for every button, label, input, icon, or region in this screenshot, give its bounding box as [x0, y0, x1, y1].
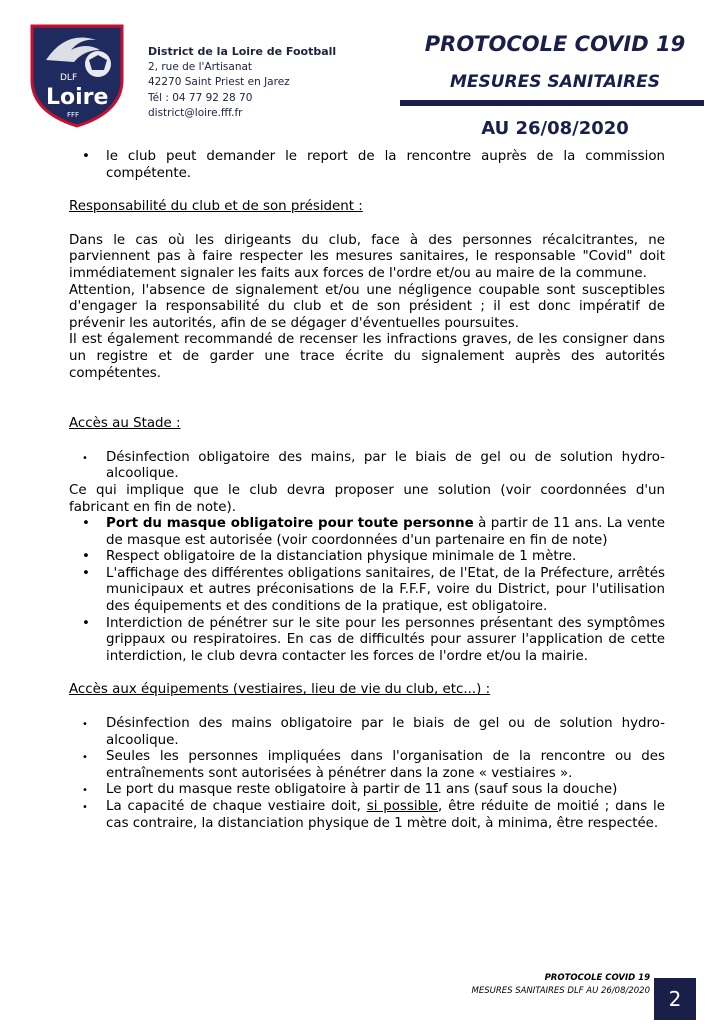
list-item: • Seules les personnes impliquées dans l'organisation de la rencontre ou des entraînements sont autorisées à pénétrer dans la zone « vestiaires ».	[82, 749, 665, 781]
svg-text:DLF: DLF	[60, 73, 78, 83]
footer-subtitle: MESURES SANITAIRES DLF AU 26/08/2020	[471, 986, 650, 996]
list-item: • Respect obligatoire de la distanciation physique minimale de 1 mètre.	[82, 549, 577, 565]
district-address-line2: 42270 Saint Priest en Jarez	[148, 76, 290, 88]
bullet-list	[69, 716, 665, 832]
list-item: • La capacité de chaque vestiaire doit, si possible, être réduite de moitié ; dans le cas contraire, la distanciation physique de 1 mètre doit, à minima, être respectée.	[82, 799, 665, 831]
bullet-list	[69, 450, 665, 483]
bullet-icon: •	[82, 719, 88, 731]
bullet-icon: •	[82, 785, 88, 797]
bullet-icon: •	[82, 149, 90, 164]
bullet-icon: •	[82, 516, 90, 532]
list-item: • Le port du masque reste obligatoire à partir de 11 ans (sauf sous la douche)	[69, 782, 665, 799]
page-number: 2	[654, 978, 696, 1020]
list-item: • Interdiction de pénétrer sur le site pour les personnes présentant des symptômes grippaux ou respiratoires. En cas de difficultés pour assurer l'application de cette interdiction, le club devra contacter les forces de l'ordre et/ou la mairie.	[82, 615, 665, 664]
document-date: AU 26/08/2020	[481, 118, 629, 139]
underlined-text: si possible	[366, 799, 439, 814]
list-item: • Port du masque obligatoire pour toute personne à partir de 11 ans. La vente de masque est autorisée (voir coordonnées d'un partenaire en fin de note)	[82, 516, 666, 548]
section-heading-acces-stade: Accès au Stade :	[69, 416, 181, 432]
section-heading-responsabilite: Responsabilité du club et de son président :	[69, 199, 363, 215]
list-item: • L'affichage des différentes obligations sanitaires, de l'Etat, de la Préfecture, arrêtés municipaux et autres préconisations de la F.F.F, voire du District, pour l'utilisation des équipements et des conditions de la pratique, est obligatoire.	[82, 565, 665, 615]
bullet-list	[69, 149, 665, 182]
bullet-icon: •	[82, 452, 88, 464]
list-item: • le club peut demander le report de la rencontre auprès de la commission compétente.	[82, 149, 665, 181]
paragraph: Il est également recommandé de recenser les infractions graves, de les consigner dans un registre et de garder une trace écrite du signalement auprès des autorités compétentes.	[69, 332, 665, 381]
page-footer	[472, 972, 650, 998]
district-contact	[148, 44, 336, 122]
bullet-list	[69, 516, 665, 665]
svg-text:FFF: FFF	[67, 111, 80, 119]
list-item: • Désinfection obligatoire des mains, par le biais de gel ou de solution hydro-alcoolique.	[82, 449, 665, 482]
bullet-icon: •	[82, 565, 90, 581]
section-heading-acces-equipements: Accès aux équipements (vestiaires, lieu de vie du club, etc...) :	[69, 682, 491, 698]
paragraph: Attention, l'absence de signalement et/ou une négligence coupable sont susceptibles d'engager la responsabilité du club et de son président ; il est donc impératif de prévenir les autorités, afin de se dégager d'éventuelles poursuites.	[69, 282, 665, 331]
district-email: district@loire.fff.fr	[148, 107, 243, 119]
bullet-icon: •	[82, 752, 88, 764]
district-logo	[26, 20, 128, 128]
bullet-icon: •	[82, 615, 90, 631]
document-subtitle: MESURES SANITAIRES	[449, 72, 661, 92]
document-title: PROTOCOLE COVID 19	[424, 32, 686, 56]
footer-title: PROTOCOLE COVID 19	[544, 973, 650, 983]
district-phone: Tél : 04 77 92 28 70	[148, 91, 253, 104]
bullet-icon: •	[82, 802, 88, 813]
list-item: • Désinfection des mains obligatoire par le biais de gel ou de solution hydro-alcoolique.	[82, 716, 665, 748]
paragraph: Dans le cas où les dirigeants du club, face à des personnes récalcitrantes, ne parviennent pas à faire respecter les mesures sanitaires, le responsable "Covid" doit immédiatement signaler les faits aux forces de l'ordre et/ou au maire de la commune.	[69, 232, 665, 281]
paragraph: Ce qui implique que le club devra proposer une solution (voir coordonnées d'un fabricant en fin de note).	[69, 482, 665, 515]
district-address-line1: 2, rue de l'Artisanat	[148, 60, 253, 73]
district-name: District de la Loire de Football	[148, 45, 337, 58]
bullet-icon: •	[82, 549, 90, 565]
document-body	[69, 149, 665, 832]
bold-text: Port du masque obligatoire pour toute personne	[106, 516, 474, 532]
header-rule	[400, 100, 704, 106]
svg-text:Loire: Loire	[46, 85, 109, 110]
